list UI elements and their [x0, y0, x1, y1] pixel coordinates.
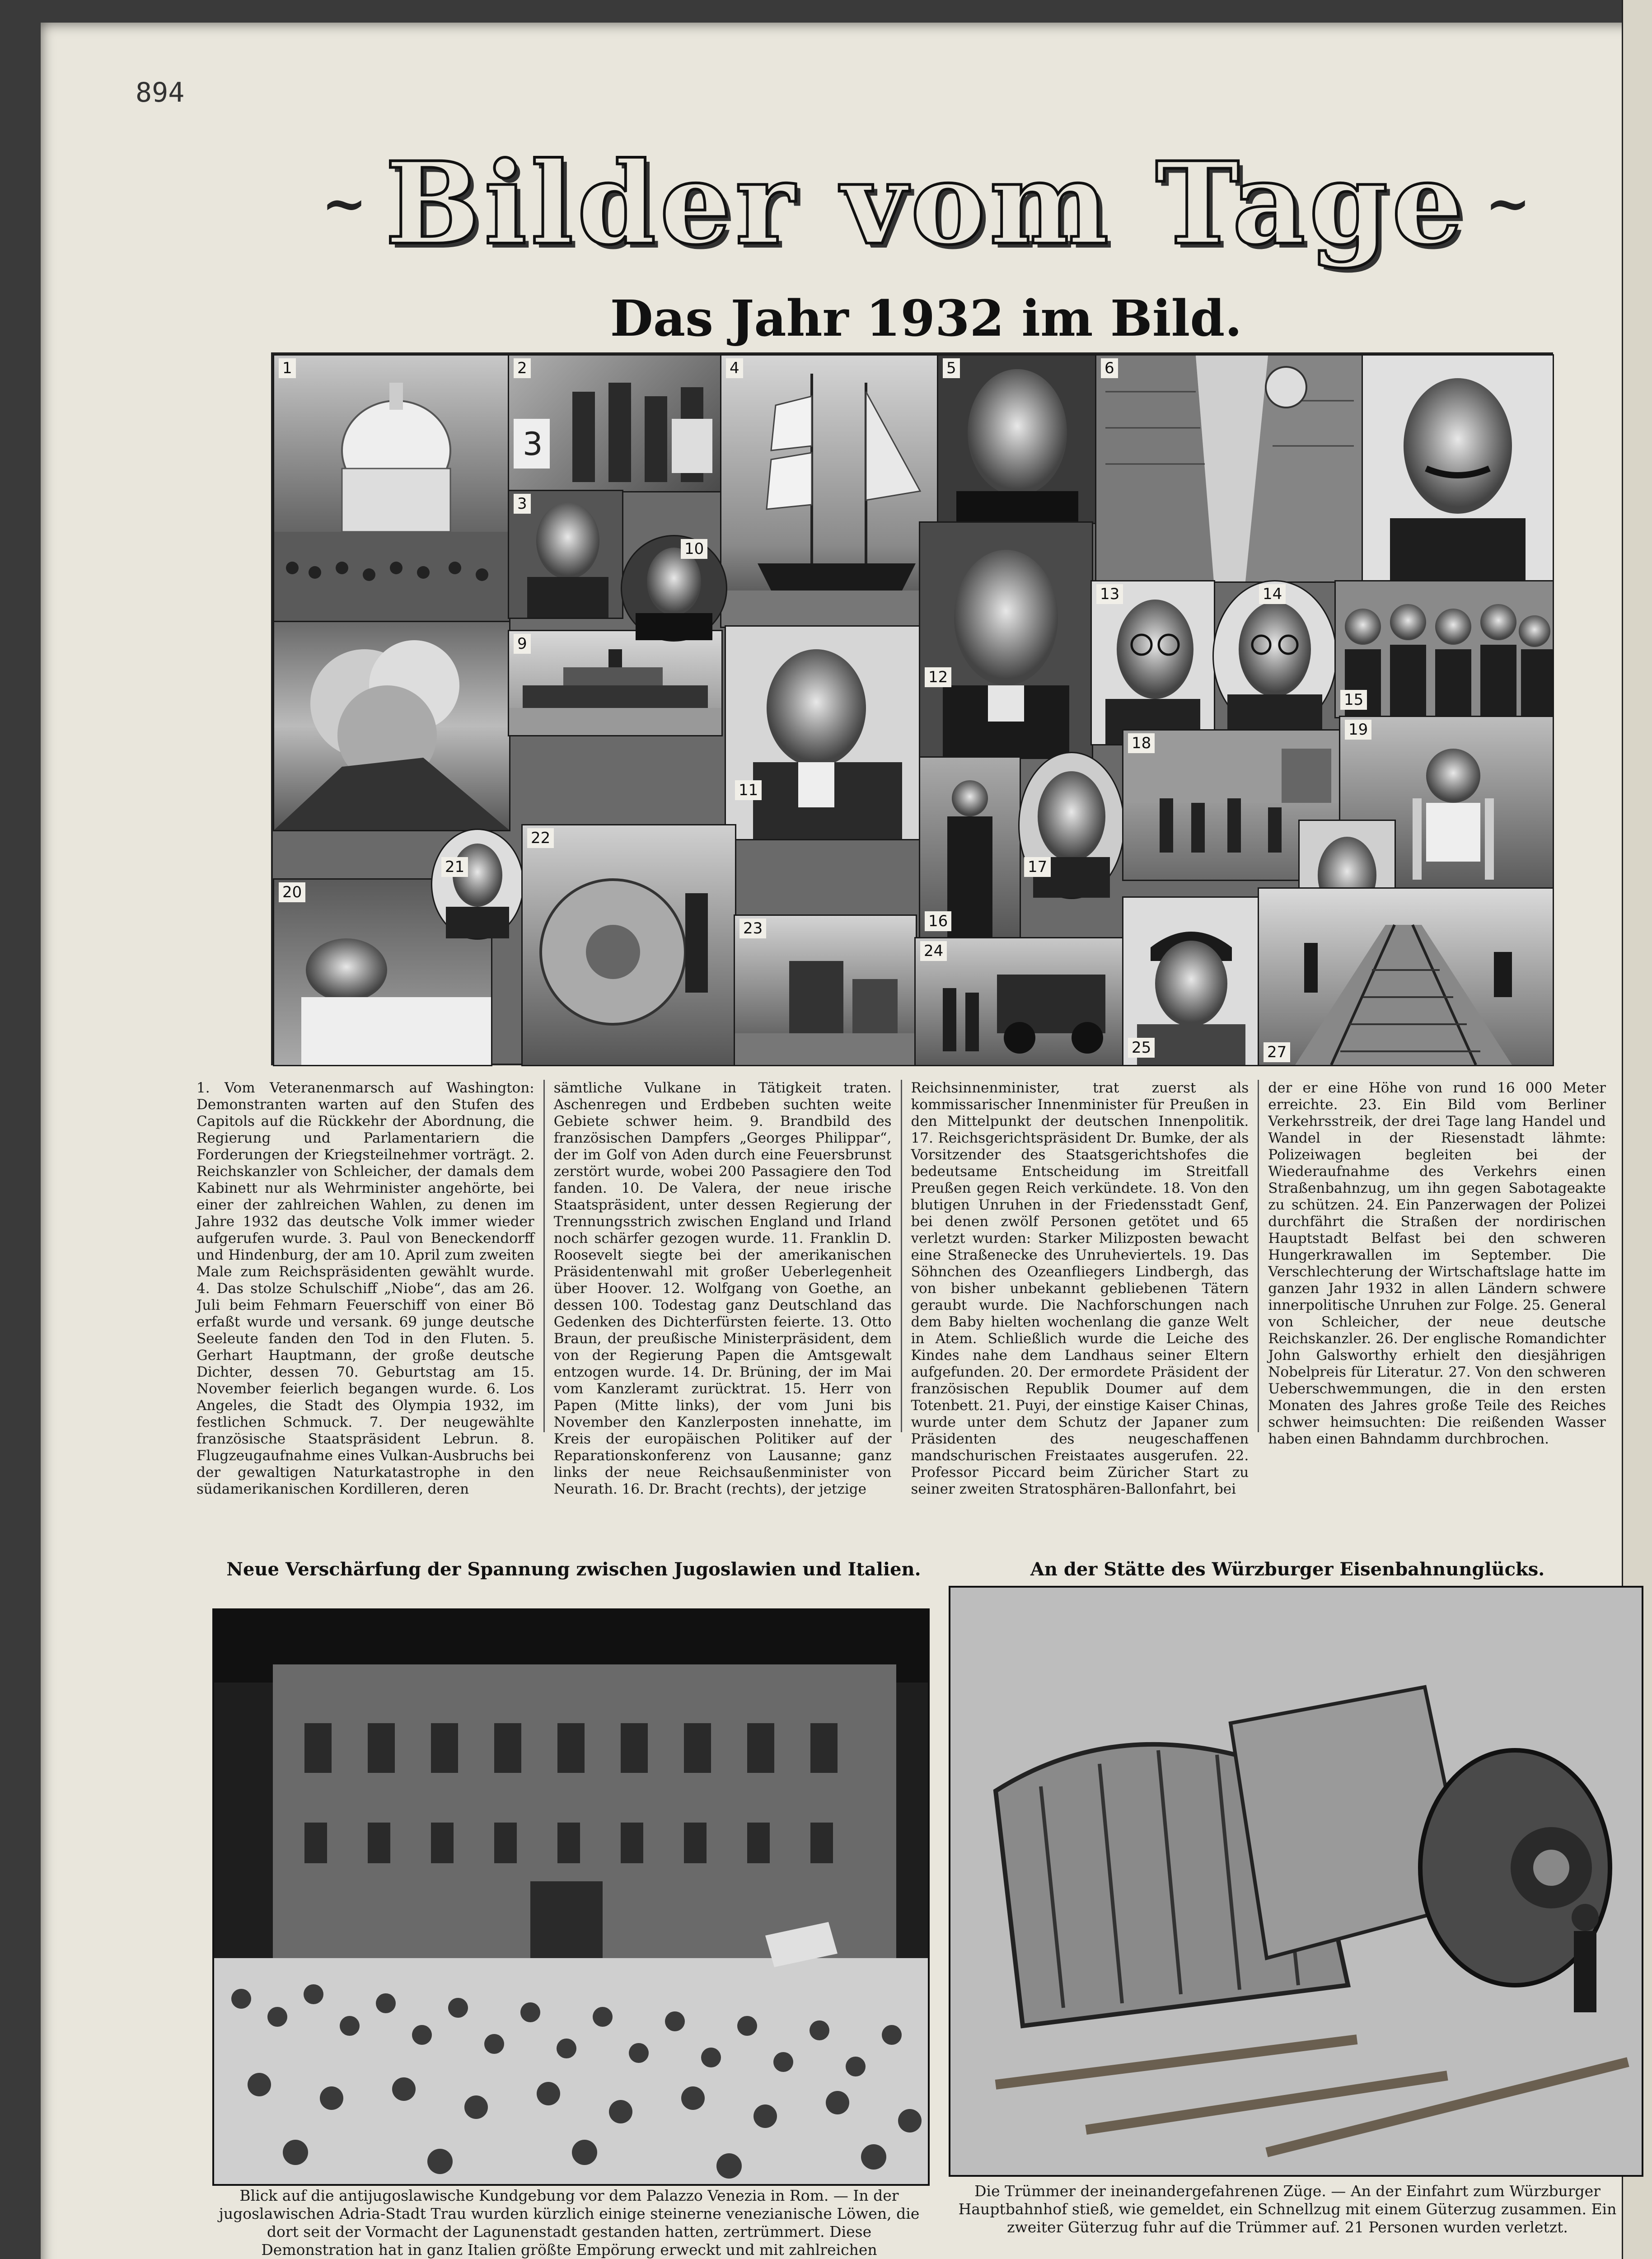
- photo-portrait-lebrun: [1362, 354, 1554, 583]
- photo-number: 2: [514, 358, 531, 378]
- volcano-icon: [274, 622, 509, 830]
- portrait-icon: [432, 830, 523, 938]
- photo-number: 14: [1259, 584, 1286, 604]
- masthead: [271, 136, 1581, 271]
- photo-number: 24: [920, 941, 947, 961]
- photo-number: 5: [943, 358, 960, 378]
- photo-berlin-strike: [734, 914, 917, 1066]
- photo-collage: [271, 352, 1553, 1065]
- photo-number: 18: [1128, 733, 1155, 753]
- portrait-icon: [938, 356, 1096, 523]
- sailing-ship-icon: [721, 356, 938, 627]
- photo-number: 13: [1096, 584, 1123, 604]
- photo-piccard-gondola: [521, 824, 736, 1066]
- photo-number: 22: [527, 828, 554, 848]
- photo-number: 19: [1345, 720, 1371, 740]
- page-subtitle: Das Jahr 1932 im Bild.: [610, 289, 1242, 347]
- photo-wuerzburg-train-crash: [949, 1586, 1643, 2177]
- photo-number: 4: [726, 358, 743, 378]
- portrait-icon: [726, 627, 920, 839]
- flourish-right: ~: [1485, 171, 1531, 235]
- svg-text:3: 3: [523, 426, 543, 463]
- photo-portrait-braun: [1090, 580, 1215, 745]
- article-column: sämtliche Vulkane in Tätigkeit traten. Aschenregen und Erdbeben suchten weite Gebiete schwer heim. 9. Brandbild des französischen Dampfers „Georges Philippar“, der im Golf von Aden durch eine Feuersbrunst zerstört wurde, wobei 200 Passagiere den Tod fanden. 10. De Valera, der neue irische Staatspräsident, unter dessen Regierung der Trennungsstrich zwischen England und Irland noch schärfer gezogen wurde. 11. Franklin D. Roosevelt siegte bei der amerikanischen Präsidentenwahl mit großer Ueberlegenheit über Hoover. 12. Wolfgang von Goethe, an dessen 100. Todestag ganz Deutschland das Gedenken des Dichterfürsten feierte. 13. Otto Braun, der preußische Ministerpräsident, dem von der Regierung Papen die Amtsgewalt entzogen wurde. 14. Dr. Brüning, der im Mai vom Kanzleramt zurücktrat. 15. Herr von Papen (Mitte links), der vom Juni bis November den Kanzlerposten innehatte, im Kreis der europäischen Politiker auf der Reparationskonferenz von Lausanne; ganz links der neue Reichsaußenminister von Neurath. 16. Dr. Bracht (rechts), der jetzige: [545, 1080, 902, 1432]
- steamship-icon: [509, 631, 721, 735]
- armored-car-icon: [916, 938, 1133, 1065]
- photo-rome-demonstration: [212, 1608, 930, 2186]
- photo-belfast-armored-car: [914, 937, 1134, 1066]
- photo-number: 11: [735, 780, 762, 800]
- photo-number: 10: [681, 539, 707, 559]
- wuerzburg-crash-caption: Die Trümmer der ineinandergefahrenen Züge. — An der Einfahrt zum Würzburger Hauptbahnhof stieß, wie gemeldet, ein Schnellzug mit einem Güterzug zusammen. Ein zweiter Güterzug fuhr auf die Trümmer auf. 21 Personen wurden verletzt.: [958, 2182, 1617, 2236]
- photo-portrait-hauptmann: [937, 354, 1098, 524]
- portrait-icon: [622, 536, 726, 640]
- photo-number: 17: [1024, 857, 1051, 877]
- portrait-icon: [1363, 356, 1553, 581]
- photo-portrait-hindenburg: [508, 490, 623, 619]
- photo-number: 25: [1128, 1038, 1155, 1058]
- capitol-icon: [274, 356, 509, 622]
- photo-number: 9: [514, 634, 531, 654]
- news-headline-left: Neue Verschärfung der Spannung zwischen Jugoslawien und Italien.: [226, 1559, 921, 1580]
- article-column: der er eine Höhe von rund 16 000 Meter erreichte. 23. Ein Bild vom Berliner Verkehrsstreik, der drei Tage lang Handel und Wandel in der Riesenstadt lähmte: Polizeiwagen begleiten bei der Wiederaufnahme des Verkehrs einen Straßenbahnzug, um ihn gegen Sabotageakte zu schützen. 24. Ein Panzerwagen der Polizei durchfährt die Straßen der nordirischen Hauptstadt Belfast bei den schweren Hungerkrawallen im September. Die Verschlechterung der Wirtschaftslage hatte im ganzen Jahr 1932 in allen Ländern schwere innerpolitische Unruhen zur Folge. 25. General von Schleicher, der neue deutsche Reichskanzler. 26. Der englische Romandichter John Galsworthy erhielt den diesjährigen Nobelpreis für Literatur. 27. Von den schweren Ueberschwemmungen, die in den ersten Monaten des Jahres große Teile des Reiches schwer heimsuchten: Die reißenden Wasser haben einen Bahndamm durchbrochen.: [1268, 1080, 1606, 1447]
- group-icon: [1336, 581, 1553, 717]
- photo-number: 15: [1340, 690, 1367, 710]
- photo-number: 27: [1264, 1042, 1290, 1062]
- photo-los-angeles-street: [1095, 354, 1364, 583]
- balloon-gondola-icon: [523, 825, 735, 1065]
- photo-portrait-bruening: [1212, 580, 1337, 732]
- flourish-left: ~: [321, 171, 367, 235]
- photo-number: 23: [739, 919, 766, 938]
- street-icon: [1096, 356, 1363, 581]
- photo-number: 3: [514, 494, 531, 514]
- photo-sailing-ship: [720, 354, 940, 628]
- photo-portrait-roosevelt: [725, 625, 922, 840]
- photo-portrait-goethe: [919, 521, 1093, 759]
- article-text: [187, 1080, 1615, 1497]
- photo-portrait-de-valera: [621, 535, 727, 642]
- train-crash-icon: [950, 1588, 1642, 2175]
- goethe-portrait-icon: [920, 523, 1092, 758]
- photo-number: 20: [279, 882, 305, 902]
- photo-portrait-bumke: [1018, 752, 1125, 899]
- photo-number: 16: [925, 911, 951, 931]
- railway-flood-icon: [1259, 889, 1553, 1065]
- photo-railway-flood: [1258, 887, 1554, 1066]
- photo-number: 12: [925, 667, 951, 687]
- page-number: 894: [136, 77, 185, 108]
- photo-portrait-schleicher: [1122, 896, 1260, 1066]
- photo-volcano: [273, 621, 510, 831]
- photo-capitol: [273, 354, 510, 623]
- photo-voters: [508, 354, 723, 492]
- photo-number: 1: [279, 358, 296, 378]
- photo-portrait-puyi: [431, 829, 524, 940]
- photo-politicians-group: [1334, 580, 1554, 718]
- news-headline-right: An der Stätte des Würzburger Eisenbahnunglücks.: [1030, 1559, 1545, 1580]
- photo-number: 6: [1101, 358, 1118, 378]
- photo-number: 21: [441, 857, 468, 877]
- photo-steamship: [508, 630, 723, 736]
- portrait-icon: [1092, 581, 1214, 744]
- article-column: Reichsinnenminister, trat zuerst als kommissarischer Innenminister für Preußen in den Mittelpunkt der deutschen Innenpolitik. 17. Reichsgerichtspräsident Dr. Bumke, der als Vorsitzender des Staatsgerichtshofes die bedeutsame Entscheidung im Streitfall Preußen gegen Reich verkündete. 18. Von den blutigen Unruhen in der Friedensstadt Genf, bei denen zwölf Personen getötet und 65 verletzt wurden: Starker Milizposten bewacht eine Straßenecke des Unruheviertels. 19. Das Söhnchen des Ozeanfliegers Lindbergh, das von bisher unbekannt gebliebenen Tätern geraubt wurde. Die Nachforschungen nach dem Baby hielten wochenlang die ganze Welt in Atem. Schließlich wurde die Leiche des Kindes nahe dem Landhaus seiner Eltern aufgefunden. 20. Der ermordete Präsident der französischen Republik Doumer auf dem Totenbett. 21. Puyi, der einstige Kaiser Chinas, wurde unter dem Schutz der Japaner zum Präsidenten des neugeschaffenen mandschurischen Freistaates ausgerufen. 22. Professor Piccard beim Züricher Start zu seiner zweiten Stratosphären-Ballonfahrt, bei: [902, 1080, 1259, 1432]
- photo-bracht: [919, 756, 1021, 940]
- rome-demonstration-caption: Blick auf die antijugoslawische Kundgebung vor dem Palazzo Venezia in Rom. — In der jugoslawischen Adria-Stadt Trau wurden kürzlich einige steinerne venezianische Löwen, die dort seit der Vormacht der Lagunenstadt gestanden hatten, zertrümmert. Diese Demonstration hat in ganz Italien größte Empörung erweckt und mit zahlreichen: [219, 2187, 920, 2259]
- article-column: 1. Vom Veteranenmarsch auf Washington: Demonstranten warten auf den Stufen des Capitols auf die Rückkehr der Abordnung, die Regierung und Parlamentariern die Forderungen der Kriegsteilnehmer vorträgt. 2. Reichskanzler von Schleicher, der damals dem Kabinett nur als Wehrminister angehörte, bei einer der zahlreichen Wahlen, zu denen im Jahre 1932 das deutsche Volk immer wieder aufgerufen wurde. 3. Paul von Beneckendorff und Hindenburg, der am 10. April zum zweiten Male zum Reichspräsidenten gewählt wurde. 4. Das stolze Schulschiff „Niobe“, das am 26. Juli beim Fehmarn Feuerschiff von einer Bö erfaßt wurde und versank. 69 junge deutsche Seeleute fanden den Tod in den Fluten. 5. Gerhart Hauptmann, der große deutsche Dichter, dessen 70. Geburtstag am 15. November feierlich begangen wurde. 6. Los Angeles, die Stadt des Olympia 1932, im festlichen Schmuck. 7. Der neugewählte französische Staatspräsident Lebrun. 8. Flugzeugaufnahme eines Vulkan-Ausbruchs bei der gewaltigen Naturkatastrophe in den südamerikanischen Kordilleren, deren: [187, 1080, 545, 1432]
- demonstration-crowd-icon: [214, 1610, 928, 2184]
- masthead-title: Bilder vom Tage: [385, 137, 1467, 270]
- voters-icon: [509, 356, 721, 491]
